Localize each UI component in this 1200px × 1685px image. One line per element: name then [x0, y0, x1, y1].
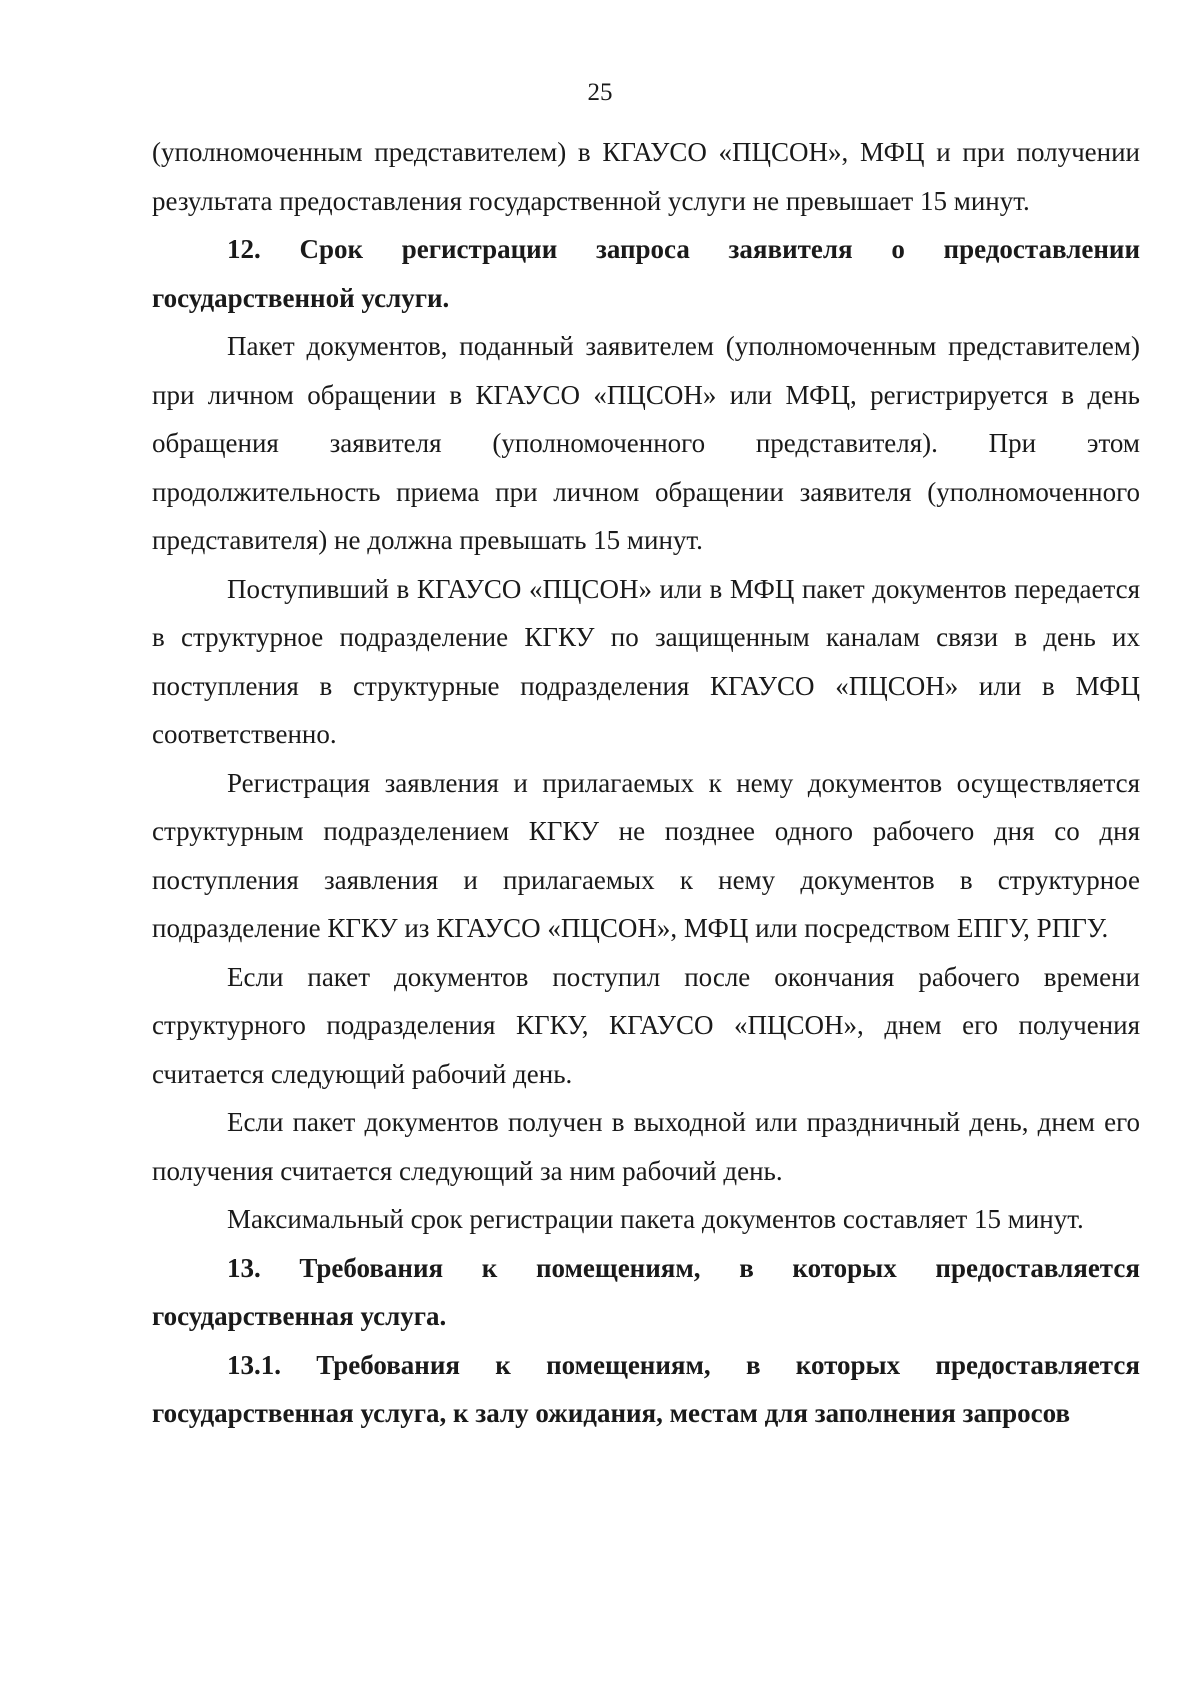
paragraph-registration-deadline: Регистрация заявления и прилагаемых к нему документов осуществляется структурным подразделением КГКУ не позднее одного рабочего дня со дня поступления заявления и прилагаемых к нему документов в структурное подразделение КГКУ из КГАУСО «ПЦСОН», МФЦ или посредством ЕПГУ, РПГУ. [152, 767, 1140, 943]
paragraph-document-transfer: Поступивший в КГАУСО «ПЦСОН» или в МФЦ пакет документов передается в структурное подразделение КГКУ по защищенным каналам связи в день их поступления в структурные подразделения КГАУСО «ПЦСОН» или в МФЦ соответственно. [152, 573, 1140, 749]
document-body [152, 128, 1140, 1438]
section-heading-13: 13. Требования к помещениям, в которых предоставляется государственная услуга. [152, 1252, 1140, 1331]
paragraph-max-time: Максимальный срок регистрации пакета документов составляет 15 минут. [227, 1204, 1084, 1234]
paragraph-holiday: Если пакет документов получен в выходной или праздничный день, днем его получения считается следующий за ним рабочий день. [152, 1107, 1140, 1186]
page-number: 25 [587, 79, 613, 106]
section-heading-13-1: 13.1. Требования к помещениям, в которых предоставляется государственная услуга, к залу ожидания, местам для заполнения запросов [152, 1349, 1140, 1428]
section-heading-12: 12. Срок регистрации запроса заявителя о предоставлении государственной услуги. [152, 234, 1140, 313]
paragraph-registration-day: Пакет документов, поданный заявителем (уполномоченным представителем) при личном обращении в КГАУСО «ПЦСОН» или МФЦ, регистрируется в день обращения заявителя (уполномоченного представителя). При этом продолжительность приема при личном обращении заявителя (уполномоченного представителя) не должна превышать 15 минут. [152, 331, 1140, 555]
paragraph-continuation: (уполномоченным представителем) в КГАУСО «ПЦСОН», МФЦ и при получении результата предоставления государственной услуги не превышает 15 минут. [152, 137, 1140, 216]
paragraph-after-hours: Если пакет документов поступил после окончания рабочего времени структурного подразделения КГКУ, КГАУСО «ПЦСОН», днем его получения считается следующий рабочий день. [152, 961, 1140, 1089]
